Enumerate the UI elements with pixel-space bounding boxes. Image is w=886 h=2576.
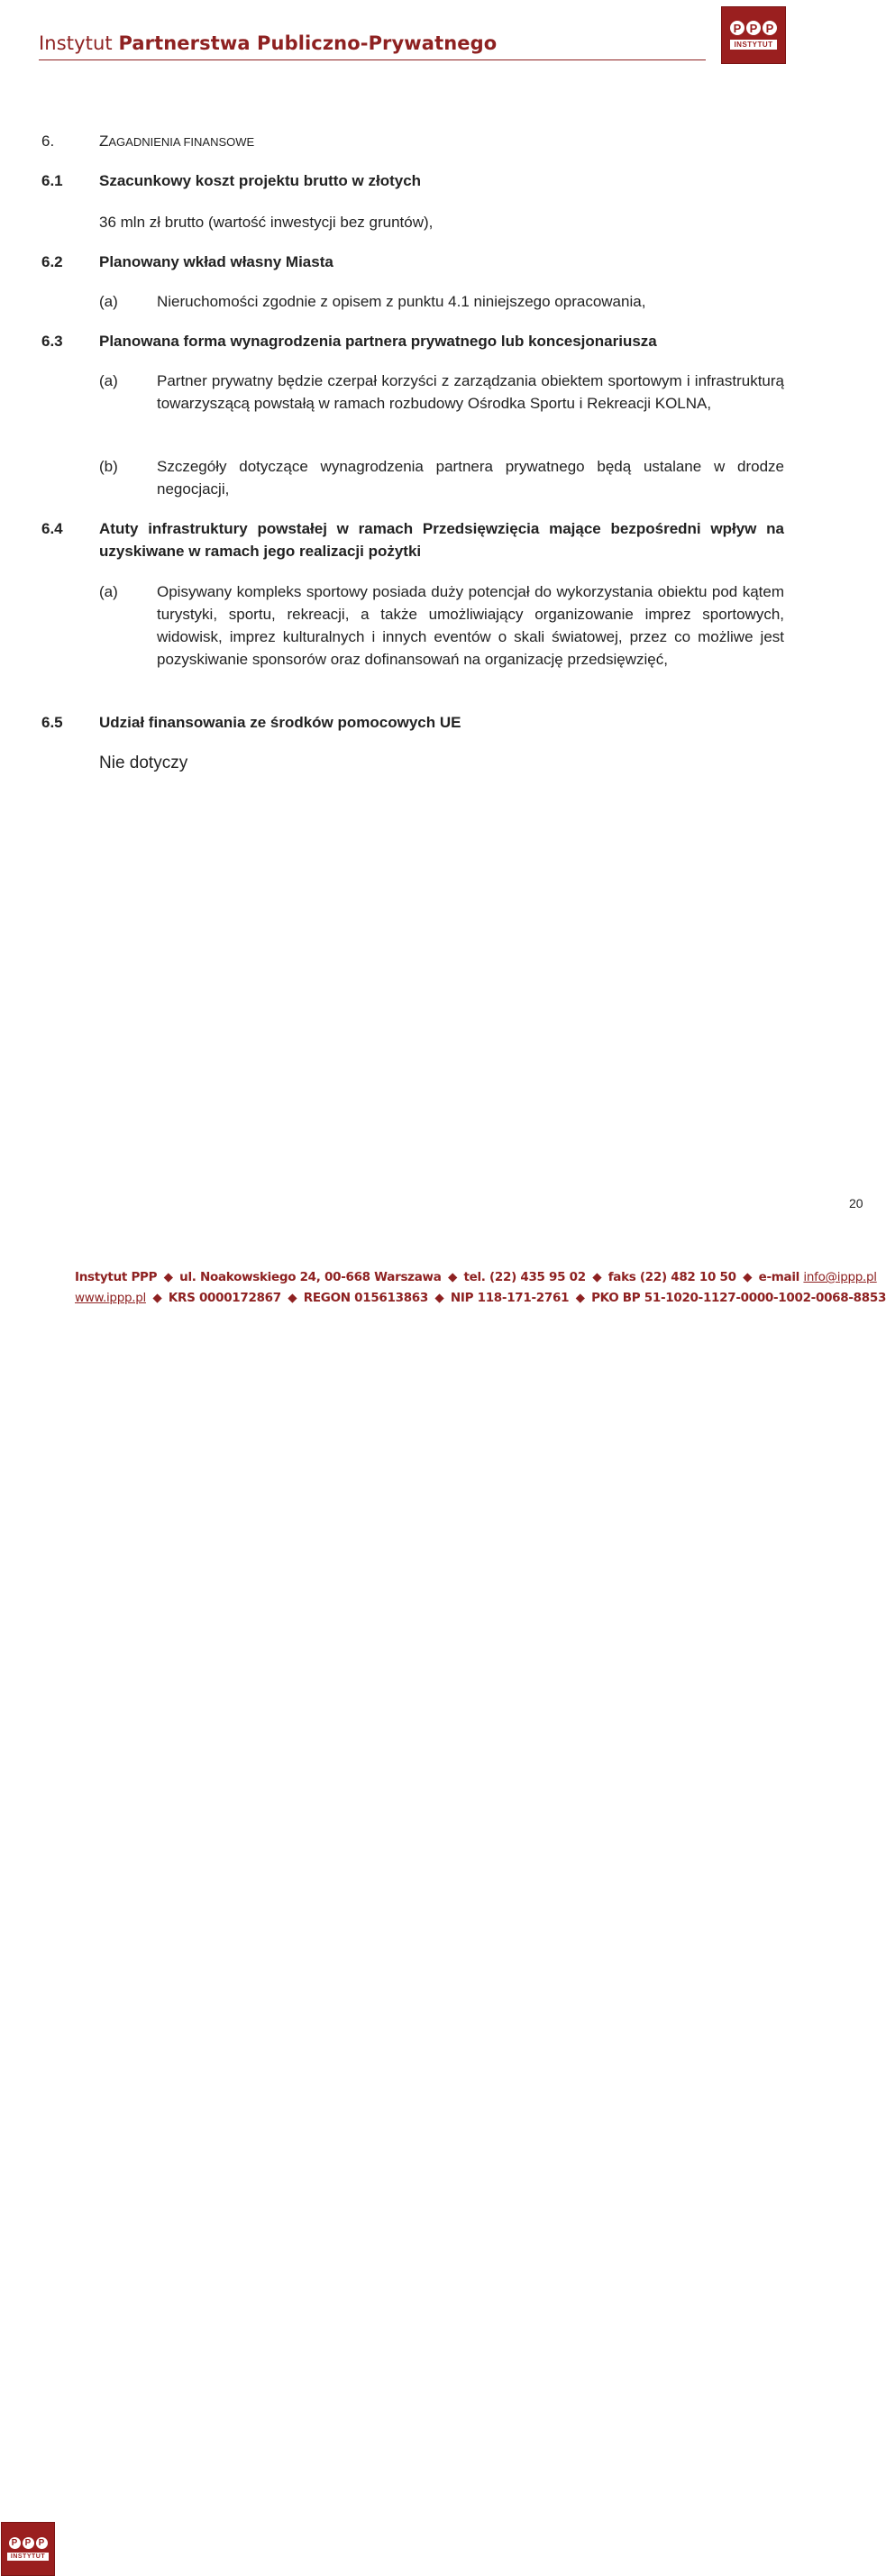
s64-a-label: (a) <box>99 583 118 600</box>
logo-caption: INSTYTUT <box>7 2553 49 2561</box>
footer-fax: faks (22) 482 10 50 <box>607 1270 736 1284</box>
footer-registry-line <box>75 1291 886 1305</box>
diamond-icon: ◆ <box>163 1270 173 1284</box>
header-divider <box>39 59 706 60</box>
diamond-icon: ◆ <box>288 1291 297 1305</box>
ppp-logo <box>721 6 786 64</box>
logo-letter: P <box>23 2537 34 2549</box>
s61-number: 6.1 <box>41 172 63 189</box>
s61-title: Szacunkowy koszt projektu brutto w złotych <box>99 172 422 189</box>
diamond-icon: ◆ <box>447 1270 458 1284</box>
section-title-initial: Z <box>99 132 109 150</box>
page-number: 20 <box>849 1196 863 1210</box>
s62-number: 6.2 <box>41 253 63 270</box>
logo-caption: INSTYTUT <box>730 40 776 50</box>
header-title-bold: Partnerstwa Publiczno-Prywatnego <box>118 32 498 54</box>
footer-email-link[interactable]: info@ippp.pl <box>803 1270 877 1284</box>
footer-name: Instytut PPP <box>75 1270 158 1284</box>
logo-letter: P <box>36 2537 48 2549</box>
page-footer <box>0 1257 886 2560</box>
logo-letter: P <box>730 21 744 35</box>
footer-phone: tel. (22) 435 95 02 <box>463 1270 586 1284</box>
footer-nip: NIP 118-171-2761 <box>450 1291 570 1305</box>
footer-contact-line <box>75 1270 877 1284</box>
s62-title: Planowany wkład własny Miasta <box>99 253 333 270</box>
logo-letter: P <box>746 21 761 35</box>
page-header <box>0 0 865 72</box>
logo-letters <box>9 2537 48 2549</box>
s63-a-label: (a) <box>99 372 118 389</box>
s64-title: Atuty infrastruktury powstałej w ramach Przedsięwzięcia mające bezpośredni wpływ na uzyskiwane w ramach jego realizacji pożytki <box>99 520 784 560</box>
s65-title: Udział finansowania ze środków pomocowych UE <box>99 714 461 731</box>
header-title-light: Instytut <box>39 32 119 54</box>
s62-a-label: (a) <box>99 293 118 310</box>
s63-b-text: Szczegóły dotyczące wynagrodzenia partnera prywatnego będą ustalane w drodze negocjacji, <box>157 458 784 498</box>
header-title <box>39 32 497 54</box>
s64-number: 6.4 <box>41 520 63 537</box>
logo-letters <box>730 21 777 35</box>
footer-website-link[interactable]: www.ippp.pl <box>75 1291 146 1305</box>
footer-address: ul. Noakowskiego 24, 00-668 Warszawa <box>179 1270 442 1284</box>
footer-krs: KRS 0000172867 <box>168 1291 281 1305</box>
s62-a-text: Nieruchomości zgodnie z opisem z punktu 4.1 niniejszego opracowania, <box>157 293 646 310</box>
s63-number: 6.3 <box>41 333 63 350</box>
ppp-logo-footer <box>1 2522 55 2576</box>
s61-body: 36 mln zł brutto (wartość inwestycji bez gruntów), <box>99 214 434 231</box>
diamond-icon: ◆ <box>575 1291 585 1305</box>
s65-number: 6.5 <box>41 714 63 731</box>
diamond-icon: ◆ <box>743 1270 753 1284</box>
diamond-icon: ◆ <box>592 1270 602 1284</box>
s65-body: Nie dotyczy <box>99 754 188 772</box>
s63-a-text: Partner prywatny będzie czerpał korzyści z zarządzania obiektem sportowym i infrastrukturą towarzyszącą powstałą w ramach rozbudowy Ośrodka Sportu i Rekreacji KOLNA, <box>157 372 784 412</box>
s64-a-text: Opisywany kompleks sportowy posiada duży potencjał do wykorzystania obiektu pod kątem turystyki, sportu, rekreacji, a także umożliwiający organizowanie imprez sportowych, widowisk, imprez kulturalnych i innych eventów o skali światowej, przez co możliwe jest pozyskiwanie sponsorów oraz dofinansowań na organizację przedsięwzięć, <box>157 583 784 668</box>
s63-title: Planowana forma wynagrodzenia partnera prywatnego lub koncesjonariusza <box>99 333 657 350</box>
logo-letter: P <box>9 2537 21 2549</box>
section-title-rest: AGADNIENIA FINANSOWE <box>108 135 255 149</box>
diamond-icon: ◆ <box>434 1291 444 1305</box>
diamond-icon: ◆ <box>152 1291 162 1305</box>
footer-email-label: e-mail <box>758 1270 800 1284</box>
footer-bank-account: PKO BP 51-1020-1127-0000-1002-0068-8853 <box>591 1291 886 1305</box>
section-number: 6. <box>41 132 55 150</box>
footer-regon: REGON 015613863 <box>303 1291 428 1305</box>
s63-b-label: (b) <box>99 458 118 475</box>
logo-letter: P <box>763 21 777 35</box>
section-title <box>99 130 254 153</box>
